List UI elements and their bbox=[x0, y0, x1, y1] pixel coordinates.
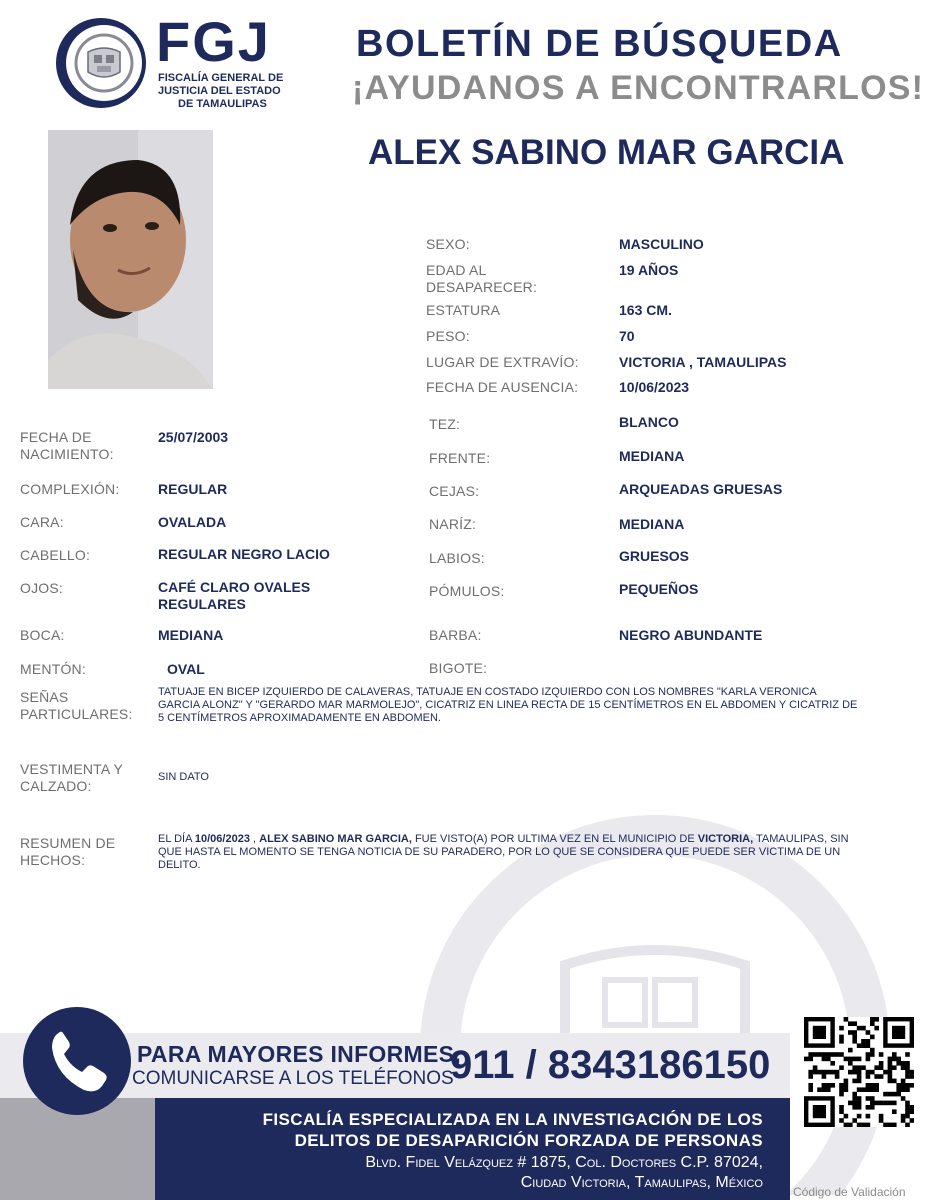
label-frente: FRENTE: bbox=[429, 450, 491, 466]
qr-code-icon[interactable] bbox=[804, 1017, 914, 1127]
label-ojos: OJOS: bbox=[20, 580, 64, 596]
label-fecha-nacimiento: FECHA DE NACIMIENTO: bbox=[20, 429, 114, 462]
state-seal-icon bbox=[52, 14, 150, 112]
bulletin-subtitle: ¡AYUDANOS A ENCONTRARLOS! bbox=[352, 69, 925, 107]
label-bigote: BIGOTE: bbox=[429, 660, 488, 676]
logo-line2: JUSTICIA DEL ESTADO bbox=[158, 85, 281, 97]
bulletin-title: BOLETÍN DE BÚSQUEDA bbox=[356, 23, 843, 65]
label-complexion: COMPLEXIÓN: bbox=[20, 481, 120, 497]
label-peso: PESO: bbox=[426, 328, 470, 344]
value-sexo: MASCULINO bbox=[619, 236, 704, 252]
value-peso: 70 bbox=[619, 328, 635, 344]
label-senas: SEÑAS PARTICULARES: bbox=[20, 689, 133, 722]
label-cabello: CABELLO: bbox=[20, 547, 91, 563]
value-fecha-ausencia: 10/06/2023 bbox=[619, 379, 690, 395]
resumen-p4: TAMAULIPAS, SIN QUE HASTA EL MOMENTO SE TENGA NOTICIA DE SU PARADERO, POR LO QUE SE CONSIDERA QUE PUEDE SER VICTIMA DE UN DELITO. bbox=[158, 833, 849, 871]
value-pomulos: PEQUEÑOS bbox=[619, 581, 699, 597]
person-name: ALEX SABINO MAR GARCIA bbox=[368, 133, 845, 172]
label-resumen: RESUMEN DE HECHOS: bbox=[20, 835, 116, 868]
value-estatura: 163 CM. bbox=[619, 302, 672, 318]
resumen-p2: , bbox=[249, 833, 260, 845]
label-nariz: NARÍZ: bbox=[429, 516, 477, 532]
vestimenta-text: SIN DATO bbox=[158, 771, 209, 783]
value-ojos: CAFÉ CLARO OVALES REGULARES bbox=[158, 579, 311, 612]
logo-line1: FISCALÍA GENERAL DE bbox=[158, 72, 284, 84]
label-fecha-ausencia: FECHA DE AUSENCIA: bbox=[426, 379, 579, 395]
value-menton: OVAL bbox=[167, 661, 205, 677]
resumen-text bbox=[158, 833, 863, 872]
value-labios: GRUESOS bbox=[619, 548, 690, 564]
label-boca: BOCA: bbox=[20, 627, 65, 643]
value-tez: BLANCO bbox=[619, 414, 679, 430]
value-complexion: REGULAR bbox=[158, 481, 228, 497]
resumen-date: 10/06/2023 bbox=[194, 833, 250, 845]
label-barba: BARBA: bbox=[429, 627, 482, 643]
resumen-municipio: VICTORIA, bbox=[697, 833, 754, 845]
value-cabello: REGULAR NEGRO LACIO bbox=[158, 546, 330, 562]
label-vestimenta: VESTIMENTA Y CALZADO: bbox=[20, 761, 123, 794]
resumen-p1: EL DÍA bbox=[158, 833, 195, 845]
label-menton: MENTÓN: bbox=[20, 661, 86, 677]
contact-phone[interactable]: 911 / 8343186150 bbox=[450, 1043, 771, 1087]
label-edad: EDAD AL DESAPARECER: bbox=[426, 262, 538, 295]
value-edad: 19 AÑOS bbox=[619, 262, 679, 278]
footer-line1: FISCALÍA ESPECIALIZADA EN LA INVESTIGACIÓN DE LOS bbox=[262, 1110, 763, 1129]
resumen-p3: FUE VISTO(A) POR ULTIMA VEZ EN EL MUNICIPIO DE bbox=[411, 833, 698, 845]
senas-text: TATUAJE EN BICEP IZQUIERDO DE CALAVERAS, TATUAJE EN COSTADO IZQUIERDO CON LOS NOMBRES "KARLA VERONICA GARCIA ALONZ" Y "GERARDO MAR MARMOLEJO", CICATRIZ EN LINEA RECTA DE 15 CENTÍMETROS EN EL ABDOMEN Y CICATRIZ DE 5 CENTÍMETROS APROXIMADAMENTE EN ABDOMEN. bbox=[158, 686, 858, 724]
value-barba: NEGRO ABUNDANTE bbox=[619, 627, 763, 643]
label-cara: CARA: bbox=[20, 514, 64, 530]
label-lugar: LUGAR DE EXTRAVÍO: bbox=[426, 354, 579, 370]
label-labios: LABIOS: bbox=[429, 550, 485, 566]
value-cara: OVALADA bbox=[158, 514, 227, 530]
logo-line3: DE TAMAULIPAS bbox=[178, 98, 267, 110]
qr-caption: Código de Validación bbox=[793, 1185, 906, 1199]
phone-icon[interactable] bbox=[22, 1006, 132, 1116]
value-frente: MEDIANA bbox=[619, 448, 685, 464]
value-cejas: ARQUEADAS GRUESAS bbox=[619, 481, 783, 497]
label-tez: TEZ: bbox=[429, 416, 461, 432]
footer-line2: DELITOS DE DESAPARICIÓN FORZADA DE PERSONAS bbox=[294, 1131, 763, 1150]
logo-acronym: FGJ bbox=[156, 10, 271, 73]
value-lugar: VICTORIA , TAMAULIPAS bbox=[619, 354, 787, 370]
label-sexo: SEXO: bbox=[426, 236, 470, 252]
value-nariz: MEDIANA bbox=[619, 516, 685, 532]
value-fecha-nacimiento: 25/07/2003 bbox=[158, 429, 229, 445]
footer-line4: Ciudad Victoria, Tamaulipas, México bbox=[520, 1174, 763, 1191]
footer-line3: Blvd. Fidel Velázquez # 1875, Col. Doctores C.P. 87024, bbox=[365, 1154, 763, 1171]
person-photo bbox=[48, 130, 213, 389]
contact-line1: PARA MAYORES INFORMES, bbox=[137, 1041, 461, 1067]
label-estatura: ESTATURA bbox=[426, 302, 501, 318]
label-cejas: CEJAS: bbox=[429, 483, 480, 499]
label-pomulos: PÓMULOS: bbox=[429, 583, 505, 599]
value-boca: MEDIANA bbox=[158, 627, 224, 643]
resumen-name: ALEX SABINO MAR GARCIA, bbox=[259, 833, 412, 845]
contact-line2: COMUNICARSE A LOS TELÉFONOS bbox=[132, 1068, 454, 1089]
